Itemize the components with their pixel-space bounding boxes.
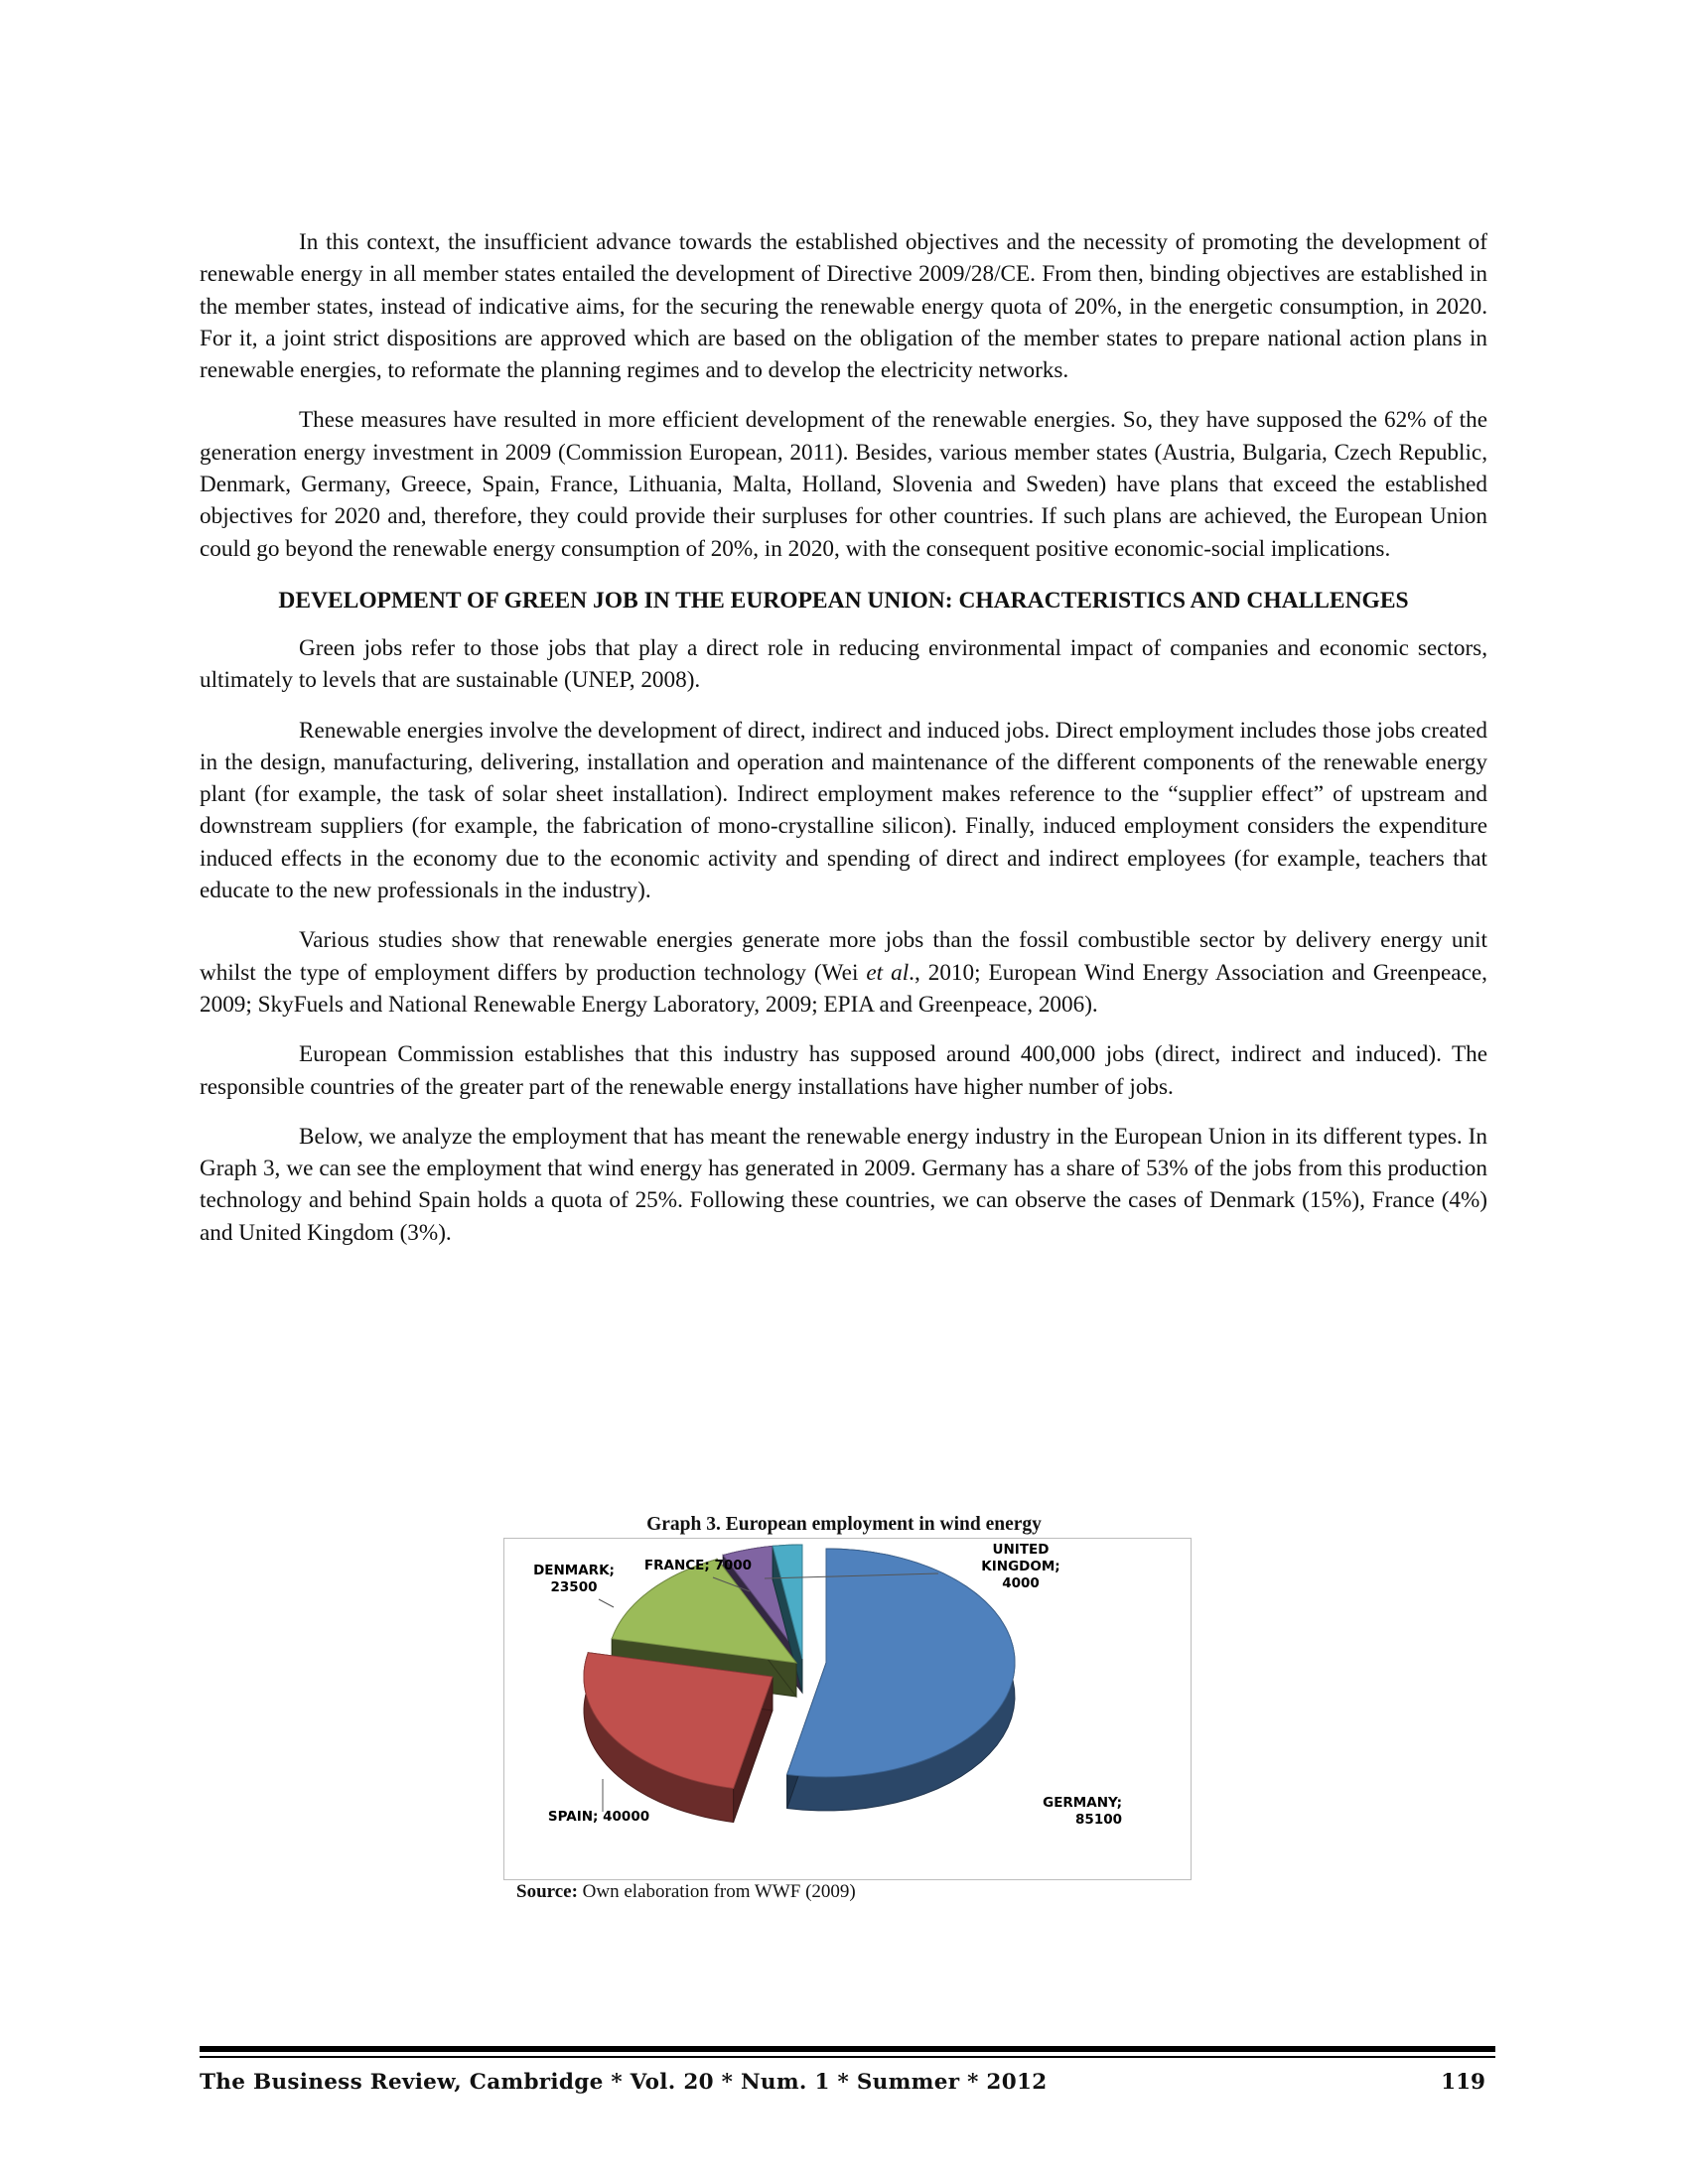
data-label-spain: SPAIN; 40000	[547, 1809, 650, 1825]
figure-source	[516, 1881, 856, 1903]
paragraph: European Commission establishes that this industry has supposed around 400,000 jobs (direct, indirect and induced). The responsible countries of the greater part of the renewable energy installations have higher number of jobs.	[200, 1041, 1487, 1100]
page-number: 119	[1441, 2070, 1485, 2095]
source-text: Own elaboration from WWF (2009)	[577, 1881, 856, 1902]
italic-text: et al	[866, 959, 910, 986]
leader-line	[599, 1599, 614, 1607]
paragraph	[200, 924, 1487, 1021]
data-label-france: FRANCE; 7000	[643, 1558, 753, 1573]
paragraph-text: Various studies show that renewable energies generate more jobs than the fossil combustible sector by delivery energy unit whilst the type of employment differs by production technology (Wei	[200, 927, 1487, 986]
source-label: Source:	[516, 1881, 578, 1902]
pie-chart-svg	[504, 1539, 1193, 1881]
data-label-united-kingdom: UNITED KINGDOM; 4000	[981, 1542, 1060, 1591]
paragraph: Green jobs refer to those jobs that play a direct role in reducing environmental impact of companies and economic sectors, ultimately to levels that are sustainable (UNEP, 2008).	[200, 634, 1487, 694]
pie-slice-germany	[787, 1549, 1015, 1811]
footer-rule	[200, 2046, 1495, 2052]
data-label-germany: GERMANY; 85100	[1043, 1795, 1122, 1828]
pie-slice-spain	[584, 1653, 773, 1823]
paragraph: Renewable energies involve the development of direct, indirect and induced jobs. Direct employment includes those jobs created in the design, manufacturing, delivering, installation and operation and maintenance of the different components of the renewable energy plant (for example, the task of solar sheet installation). Indirect employment makes reference to the “supplier effect” of upstream and downstream suppliers (for example, the fabrication of mono-crystalline silicon). Finally, induced employment considers the expenditure induced effects in the economy due to the economic activity and spending of direct and indirect employees (for example, teachers that educate to the new professionals in the industry).	[200, 717, 1487, 904]
paragraph: Below, we analyze the employment that has meant the renewable energy industry in the European Union in its different types. In Graph 3, we can see the employment that wind energy has generated in 2009. Germany has a share of 53% of the jobs from this production technology and behind Spain holds a quota of 25%. Following these countries, we can observe the cases of Denmark (15%), France (4%) and United Kingdom (3%).	[200, 1123, 1487, 1246]
paragraph: In this context, the insufficient advance towards the established objectives and the necessity of promoting the development of renewable energy in all member states entailed the development of Directive 2009/28/CE. From then, binding objectives are established in the member states, instead of indicative aims, for the securing the renewable energy quota of 20%, in the energetic consumption, in 2020. For it, a joint strict dispositions are approved which are based on the obligation of the member states to prepare national action plans in renewable energies, to reformate the planning regimes and to develop the electricity networks.	[200, 229, 1487, 384]
journal-citation: The Business Review, Cambridge * Vol. 20 * Num. 1 * Summer * 2012	[200, 2070, 1048, 2095]
data-label-denmark: DENMARK; 23500	[533, 1563, 615, 1595]
body-text	[200, 226, 1487, 1267]
pie-slices	[584, 1545, 1015, 1823]
pie-chart	[503, 1538, 1192, 1880]
section-heading: DEVELOPMENT OF GREEN JOB IN THE EUROPEAN UNION: CHARACTERISTICS AND CHALLENGES	[278, 587, 1409, 614]
paragraph: These measures have resulted in more efficient development of the renewable energies. So, they have supposed the 62% of the generation energy investment in 2009 (Commission European, 2011). Besides, various member states (Austria, Bulgaria, Czech Republic, Denmark, Germany, Greece, Spain, France, Lithuania, Malta, Holland, Slovenia and Sweden) have plans that exceed the established objectives for 2020 and, therefore, they could provide their surpluses for other countries. If such plans are achieved, the European Union could go beyond the renewable energy consumption of 20%, in 2020, with the consequent positive economic-social implications.	[200, 407, 1487, 562]
paragraph-text: ., 2010; European Wind Energy Association and Greenpeace, 2009; SkyFuels and National Renewable Energy Laboratory, 2009; EPIA and Greenpeace, 2006).	[200, 959, 1487, 1018]
footer-rule-thin	[200, 2056, 1495, 2058]
figure-caption: Graph 3. European employment in wind energy	[646, 1514, 1042, 1535]
